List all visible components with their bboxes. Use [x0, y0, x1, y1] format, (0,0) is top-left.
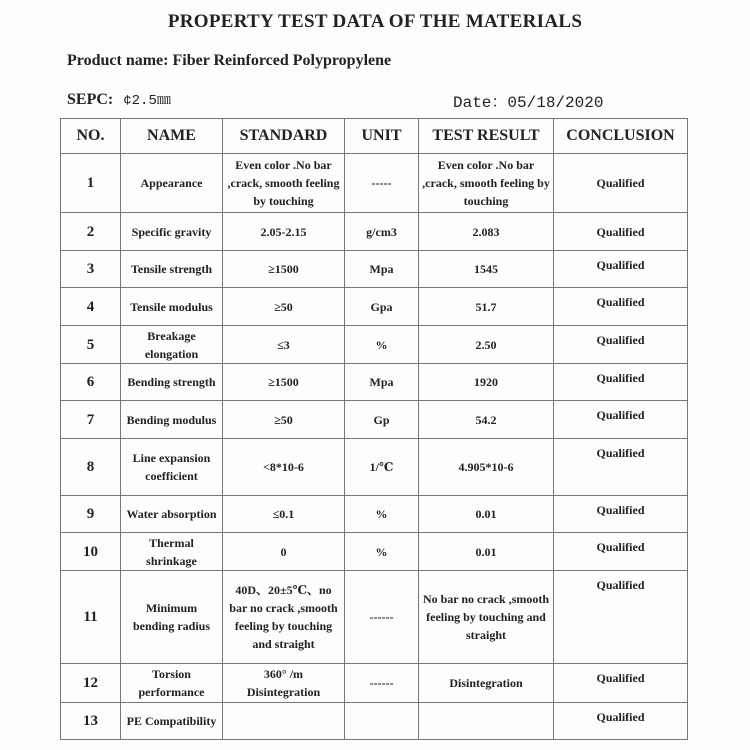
- table-row: [61, 251, 688, 288]
- table-row: [61, 571, 688, 664]
- table-row: [61, 703, 688, 740]
- cell-unit: ------: [345, 664, 419, 703]
- cell-test-result: 1545: [419, 251, 554, 288]
- cell-conclusion: Qualified: [554, 288, 688, 326]
- cell-standard: ≥1500: [223, 364, 345, 401]
- cell-unit: %: [345, 496, 419, 533]
- table-row: [61, 364, 688, 401]
- cell-test-result: [419, 703, 554, 740]
- cell-test-result: 51.7: [419, 288, 554, 326]
- cell-standard: ≥50: [223, 288, 345, 326]
- cell-unit: Gpa: [345, 288, 419, 326]
- cell-name: Appearance: [121, 154, 223, 213]
- cell-standard: [223, 703, 345, 740]
- product-name: Product name: Fiber Reinforced Polypropylene: [67, 52, 392, 69]
- cell-standard: 360° /m Disintegration: [223, 664, 345, 703]
- spec-label: SEPC:: [67, 91, 114, 108]
- cell-no: 11: [61, 571, 121, 664]
- cell-standard: ≤3: [223, 326, 345, 364]
- table-row: [61, 154, 688, 213]
- cell-name: Specific gravity: [121, 213, 223, 251]
- date: Date：05/18/2020: [453, 94, 604, 112]
- cell-standard: ≥50: [223, 401, 345, 439]
- header-name: NAME: [121, 119, 223, 154]
- cell-name: Breakage elongation: [121, 326, 223, 364]
- cell-test-result: 0.01: [419, 496, 554, 533]
- spec: [67, 89, 171, 109]
- cell-conclusion: Qualified: [554, 251, 688, 288]
- cell-name: Minimum bending radius: [121, 571, 223, 664]
- table-row: [61, 496, 688, 533]
- cell-unit: ------: [345, 571, 419, 664]
- cell-test-result: Even color .No bar ,crack, smooth feeling by touching: [419, 154, 554, 213]
- spec-value: ¢2.5㎜: [123, 93, 171, 109]
- table-header-row: [61, 119, 688, 154]
- cell-test-result: No bar no crack ,smooth feeling by touching and straight: [419, 571, 554, 664]
- cell-conclusion: Qualified: [554, 154, 688, 213]
- table-row: [61, 288, 688, 326]
- cell-no: 4: [61, 288, 121, 326]
- cell-test-result: 2.083: [419, 213, 554, 251]
- header-unit: UNIT: [345, 119, 419, 154]
- table-row: [61, 213, 688, 251]
- header-conclusion: CONCLUSION: [554, 119, 688, 154]
- cell-no: 12: [61, 664, 121, 703]
- table-row: [61, 533, 688, 571]
- cell-no: 3: [61, 251, 121, 288]
- cell-unit: -----: [345, 154, 419, 213]
- cell-test-result: 0.01: [419, 533, 554, 571]
- cell-unit: 1/℃: [345, 439, 419, 496]
- cell-no: 2: [61, 213, 121, 251]
- cell-name: Tensile modulus: [121, 288, 223, 326]
- cell-conclusion: Qualified: [554, 496, 688, 533]
- table-row: [61, 326, 688, 364]
- cell-unit: g/cm3: [345, 213, 419, 251]
- cell-test-result: 1920: [419, 364, 554, 401]
- cell-standard: ≥1500: [223, 251, 345, 288]
- table-row: [61, 664, 688, 703]
- header-test-result: TEST RESULT: [419, 119, 554, 154]
- cell-unit: %: [345, 533, 419, 571]
- cell-no: 1: [61, 154, 121, 213]
- cell-test-result: 2.50: [419, 326, 554, 364]
- cell-standard: <8*10-6: [223, 439, 345, 496]
- cell-test-result: Disintegration: [419, 664, 554, 703]
- cell-unit: Mpa: [345, 364, 419, 401]
- cell-name: Bending modulus: [121, 401, 223, 439]
- cell-no: 7: [61, 401, 121, 439]
- cell-test-result: 4.905*10-6: [419, 439, 554, 496]
- cell-name: Line expansion coefficient: [121, 439, 223, 496]
- cell-conclusion: Qualified: [554, 703, 688, 740]
- cell-name: Thermal shrinkage: [121, 533, 223, 571]
- cell-conclusion: Qualified: [554, 401, 688, 439]
- cell-conclusion: Qualified: [554, 326, 688, 364]
- cell-standard: 0: [223, 533, 345, 571]
- cell-unit: Gp: [345, 401, 419, 439]
- cell-no: 10: [61, 533, 121, 571]
- cell-unit: Mpa: [345, 251, 419, 288]
- cell-conclusion: Qualified: [554, 213, 688, 251]
- table-row: [61, 401, 688, 439]
- cell-standard: 40D、20±5℃、no bar no crack ,smooth feeling by touching and straight: [223, 571, 345, 664]
- cell-unit: [345, 703, 419, 740]
- header-standard: STANDARD: [223, 119, 345, 154]
- cell-name: Water absorption: [121, 496, 223, 533]
- header-no: NO.: [61, 119, 121, 154]
- property-table: [60, 118, 688, 740]
- cell-conclusion: Qualified: [554, 364, 688, 401]
- cell-conclusion: Qualified: [554, 571, 688, 664]
- cell-name: PE Compatibility: [121, 703, 223, 740]
- cell-no: 6: [61, 364, 121, 401]
- cell-no: 5: [61, 326, 121, 364]
- cell-conclusion: Qualified: [554, 439, 688, 496]
- cell-conclusion: Qualified: [554, 533, 688, 571]
- cell-standard: ≤0.1: [223, 496, 345, 533]
- cell-no: 8: [61, 439, 121, 496]
- cell-conclusion: Qualified: [554, 664, 688, 703]
- cell-name: Torsion performance: [121, 664, 223, 703]
- cell-no: 9: [61, 496, 121, 533]
- cell-unit: %: [345, 326, 419, 364]
- cell-no: 13: [61, 703, 121, 740]
- table-row: [61, 439, 688, 496]
- document-title: PROPERTY TEST DATA OF THE MATERIALS: [167, 11, 583, 32]
- cell-name: Bending strength: [121, 364, 223, 401]
- cell-name: Tensile strength: [121, 251, 223, 288]
- cell-test-result: 54.2: [419, 401, 554, 439]
- cell-standard: Even color .No bar ,crack, smooth feeling by touching: [223, 154, 345, 213]
- cell-standard: 2.05-2.15: [223, 213, 345, 251]
